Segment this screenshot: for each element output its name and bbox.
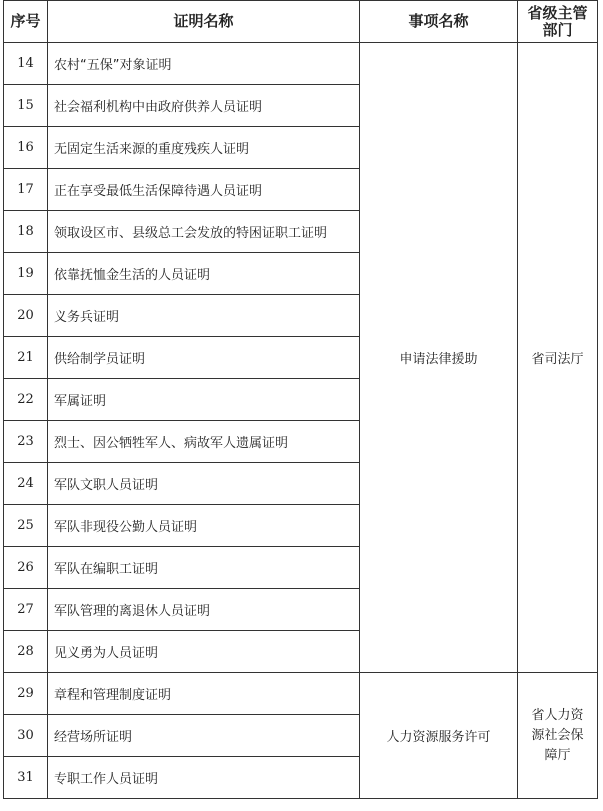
certificate-name: 军队管理的离退休人员证明 <box>48 589 360 631</box>
header-dept-text: 省级主管部门 <box>527 3 588 39</box>
row-number: 18 <box>4 211 48 253</box>
certificate-name: 军队在编职工证明 <box>48 547 360 589</box>
certificate-name: 军队非现役公勤人员证明 <box>48 505 360 547</box>
row-number: 26 <box>4 547 48 589</box>
dept-hr-social-security <box>518 673 598 799</box>
header-cert-name: 证明名称 <box>48 1 360 43</box>
row-number: 15 <box>4 85 48 127</box>
certificate-name: 农村“五保”对象证明 <box>48 43 360 85</box>
row-number: 27 <box>4 589 48 631</box>
row-number: 16 <box>4 127 48 169</box>
certificate-name: 依靠抚恤金生活的人员证明 <box>48 253 360 295</box>
certificate-table <box>3 0 598 799</box>
row-number: 17 <box>4 169 48 211</box>
table-row <box>4 673 598 715</box>
certificate-name: 烈士、因公牺牲军人、病故军人遗属证明 <box>48 421 360 463</box>
certificate-name: 见义勇为人员证明 <box>48 631 360 673</box>
certificate-name: 经营场所证明 <box>48 715 360 757</box>
row-number: 30 <box>4 715 48 757</box>
dept-justice: 省司法厅 <box>518 43 598 673</box>
row-number: 19 <box>4 253 48 295</box>
table-header-row <box>4 1 598 43</box>
item-name-legal-aid: 申请法律援助 <box>360 43 518 673</box>
certificate-name: 军属证明 <box>48 379 360 421</box>
certificate-name: 章程和管理制度证明 <box>48 673 360 715</box>
certificate-name: 无固定生活来源的重度残疾人证明 <box>48 127 360 169</box>
header-no: 序号 <box>4 1 48 43</box>
header-item-name: 事项名称 <box>360 1 518 43</box>
certificate-name: 供给制学员证明 <box>48 337 360 379</box>
certificate-name: 正在享受最低生活保障待遇人员证明 <box>48 169 360 211</box>
row-number: 22 <box>4 379 48 421</box>
certificate-name: 义务兵证明 <box>48 295 360 337</box>
dept-hr-social-security-text: 省人力资源社会保障厅 <box>531 707 584 763</box>
row-number: 23 <box>4 421 48 463</box>
row-number: 31 <box>4 757 48 799</box>
row-number: 21 <box>4 337 48 379</box>
row-number: 14 <box>4 43 48 85</box>
certificate-name: 军队文职人员证明 <box>48 463 360 505</box>
table-row <box>4 43 598 85</box>
row-number: 29 <box>4 673 48 715</box>
row-number: 28 <box>4 631 48 673</box>
row-number: 20 <box>4 295 48 337</box>
row-number: 24 <box>4 463 48 505</box>
item-name-hr-service: 人力资源服务许可 <box>360 673 518 799</box>
certificate-name: 领取设区市、县级总工会发放的特困证职工证明 <box>48 211 360 253</box>
header-dept <box>518 1 598 43</box>
row-number: 25 <box>4 505 48 547</box>
certificate-name: 专职工作人员证明 <box>48 757 360 799</box>
certificate-name: 社会福利机构中由政府供养人员证明 <box>48 85 360 127</box>
